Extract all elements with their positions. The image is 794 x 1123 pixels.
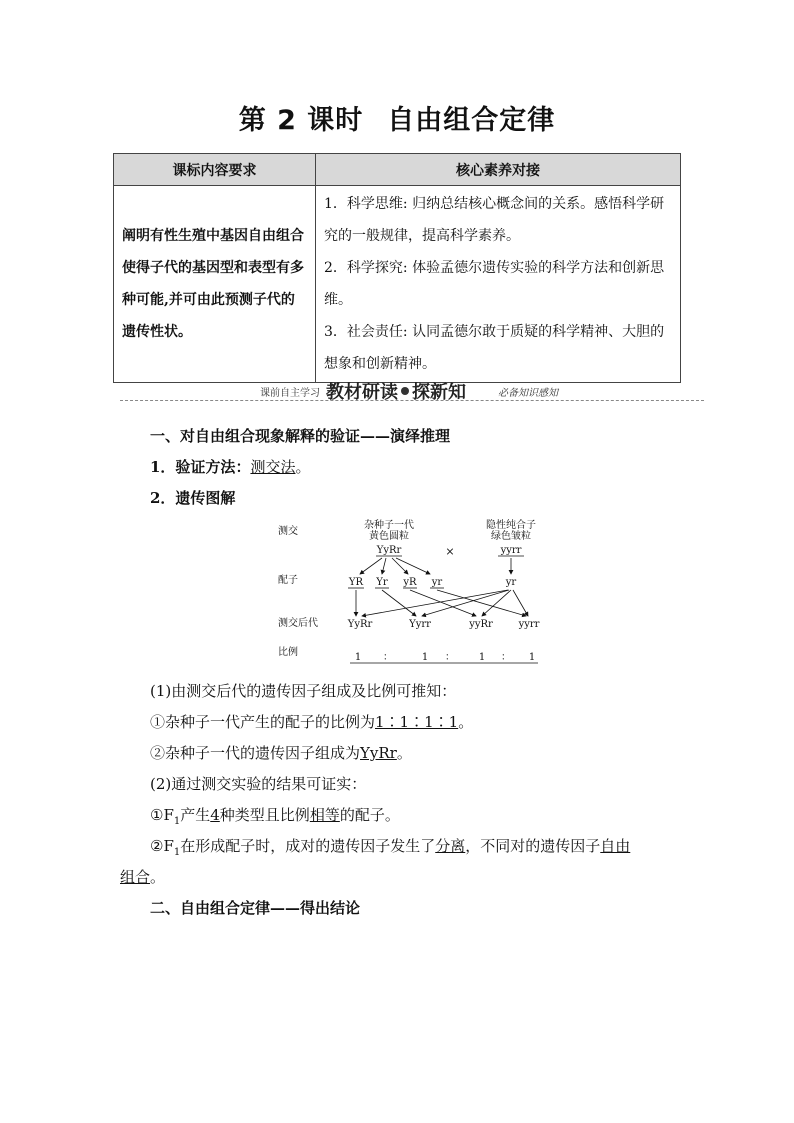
competency-item: 1．科学思维: 归纳总结核心概念间的关系。感悟科学研究的一般规律，提高科学素养。 bbox=[324, 196, 665, 244]
parent2-label: 隐性纯合子 bbox=[486, 520, 536, 531]
row-label-gametes: 配子 bbox=[278, 575, 298, 586]
header-left: 课标内容要求 bbox=[114, 154, 316, 186]
row-label-ratio: 比例 bbox=[278, 647, 298, 658]
ratio-value: 1 bbox=[421, 652, 429, 663]
parent2-genotype: yyrr bbox=[500, 545, 522, 556]
ratio-sep: ： bbox=[501, 652, 511, 663]
genetic-diagram bbox=[270, 512, 550, 672]
b2-end: 。 bbox=[150, 868, 166, 886]
row-label-offspring: 测交后代 bbox=[278, 618, 318, 629]
b2-sub: 1 bbox=[173, 847, 181, 858]
banner-main-1: 教材研读 bbox=[326, 382, 398, 403]
gamete: Yr bbox=[376, 577, 388, 588]
bullet-icon bbox=[401, 387, 409, 395]
infer-b1 bbox=[150, 804, 400, 827]
competency-item: 2．科学探究: 体验孟德尔遗传实验的科学方法和创新思维。 bbox=[324, 260, 665, 308]
item1-label: 1．验证方法： bbox=[150, 458, 251, 476]
b1-answer-2: 相等 bbox=[309, 806, 340, 824]
row-label-cross: 测交 bbox=[278, 526, 298, 537]
infer-b2-cont bbox=[120, 866, 165, 887]
header-right: 核心素养对接 bbox=[316, 154, 681, 186]
a1-text: ①杂种子一代产生的配子的比例为 bbox=[150, 713, 376, 731]
title-lesson: 第 2 课时 bbox=[238, 105, 364, 136]
parent1-genotype: YyRr bbox=[376, 545, 402, 556]
ratio-value: 1 bbox=[354, 652, 362, 663]
b2-mid2: ，不同对的遗传因子 bbox=[465, 837, 601, 855]
ratio-sep: ： bbox=[445, 652, 455, 663]
section-banner bbox=[120, 380, 704, 404]
b2-text: ②F bbox=[150, 837, 174, 855]
b2-answer-2b: 组合 bbox=[120, 868, 151, 886]
banner-left: 课前自主学习 bbox=[260, 388, 320, 399]
item1-answer: 测交法 bbox=[250, 458, 296, 476]
ratio-value: 1 bbox=[478, 652, 486, 663]
parent2-phenotype: 绿色皱粒 bbox=[491, 531, 531, 542]
infer-a2 bbox=[150, 742, 412, 763]
b1-mid: 产生 bbox=[180, 806, 211, 824]
b1-end: 的配子。 bbox=[339, 806, 400, 824]
ratio-value: 1 bbox=[528, 652, 536, 663]
item2-label: 2．遗传图解 bbox=[150, 489, 236, 507]
a1-end: 。 bbox=[458, 713, 474, 731]
gamete: yr bbox=[431, 577, 443, 588]
b1-answer-1: 4 bbox=[210, 806, 220, 824]
b2-mid: 在形成配子时，成对的遗传因子发生了 bbox=[180, 837, 436, 855]
offspring-genotype: YyRr bbox=[347, 619, 373, 630]
banner-main-2: 探新知 bbox=[412, 382, 466, 403]
offspring-genotype: Yyrr bbox=[409, 619, 431, 630]
parent1-label: 杂种子一代 bbox=[364, 520, 414, 531]
table-header-row bbox=[114, 154, 681, 186]
item1 bbox=[150, 456, 310, 477]
a2-end: 。 bbox=[396, 744, 412, 762]
banner-main bbox=[326, 378, 466, 404]
requirement-text: 阐明有性生殖中基因自由组合使得子代的基因型和表型有多种可能,并可由此预测子代的遗传性状。 bbox=[114, 186, 316, 383]
b1-sub: 1 bbox=[173, 816, 181, 827]
gamete-recessive: yr bbox=[505, 577, 517, 588]
ratio-sep: ： bbox=[383, 652, 393, 663]
competency-list bbox=[316, 186, 681, 383]
a2-answer: YyRr bbox=[360, 744, 397, 762]
infer-q1: (1)由测交后代的遗传因子组成及比例可推知： bbox=[150, 682, 457, 700]
requirements-table bbox=[113, 153, 681, 383]
offspring-genotype: yyrr bbox=[518, 619, 540, 630]
b2-answer-1: 分离 bbox=[435, 837, 466, 855]
banner-right: 必备知识感知 bbox=[498, 388, 558, 399]
infer-b2 bbox=[150, 835, 630, 858]
section2-heading: 二、自由组合定律——得出结论 bbox=[150, 899, 361, 917]
parent1-phenotype: 黄色圆粒 bbox=[369, 531, 409, 542]
gamete: yR bbox=[403, 577, 417, 588]
a1-answer: 1∶1∶1∶1 bbox=[375, 713, 459, 731]
offspring-genotype: yyRr bbox=[469, 619, 493, 630]
a2-text: ②杂种子一代的遗传因子组成为 bbox=[150, 744, 361, 762]
b2-answer-2a: 自由 bbox=[600, 837, 631, 855]
item1-end: 。 bbox=[295, 458, 311, 476]
b1-mid2: 种类型且比例 bbox=[219, 806, 310, 824]
b1-text: ①F bbox=[150, 806, 174, 824]
title-topic: 自由组合定律 bbox=[387, 105, 556, 136]
infer-q2: (2)通过测交实验的结果可证实： bbox=[150, 775, 367, 793]
gamete: YR bbox=[348, 577, 364, 588]
infer-a1 bbox=[150, 711, 473, 732]
table-row bbox=[114, 186, 681, 383]
section1-heading: 一、对自由组合现象解释的验证——演绎推理 bbox=[150, 427, 451, 445]
page-title bbox=[0, 98, 794, 137]
cross-symbol: × bbox=[445, 545, 455, 558]
competency-item: 3．社会责任: 认同孟德尔敢于质疑的科学精神、大胆的想象和创新精神。 bbox=[324, 324, 665, 372]
